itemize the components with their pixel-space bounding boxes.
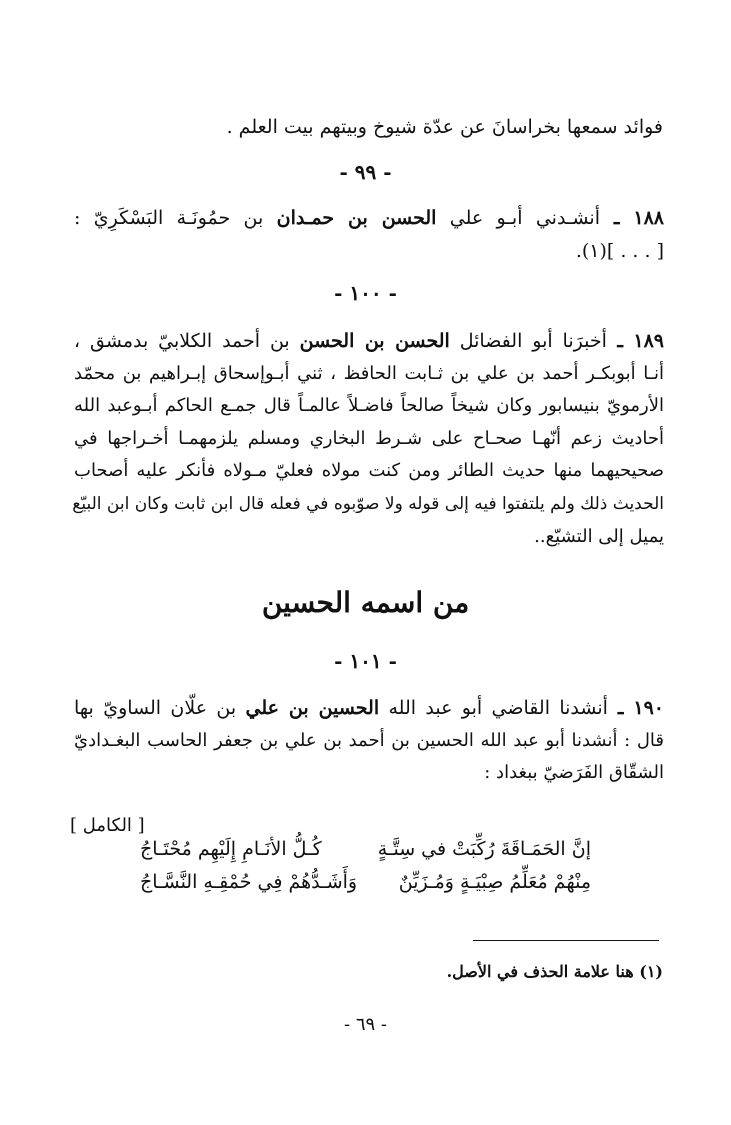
- narrator-name: الحسن بن حمـدان: [276, 207, 437, 229]
- entry-number: ١٨٩ ـ: [606, 330, 664, 352]
- poem-verse: [140, 838, 591, 868]
- entry-text: بن علّان الساويّ بها: [74, 697, 246, 719]
- page-number: - ٦٩ -: [344, 1014, 387, 1035]
- entry-189-line-2: أنـا أبوبكـر أحمد بن علي بن ثـابت الحافظ ، ثني أبـوإسحاق إبـراهيم بن محمّد: [74, 363, 664, 384]
- entry-number: ١٨٨ ـ: [600, 207, 665, 229]
- section-number-101: - ١٠١ -: [334, 649, 397, 673]
- entry-text: أنشدنا القاضي أبو عبد الله: [379, 697, 608, 719]
- poem-meter: [ الكامل ]: [70, 815, 145, 836]
- verse-first-hemistich: مِنْهُمْ مُعَلِّمُ صِبْيَـةٍ وَمُـزَيِّنٌ: [398, 871, 591, 893]
- footnote: (١) هنا علامة الحذف في الأصل.: [446, 962, 663, 981]
- entry-text: أخبرَنا أبو الفضائل: [449, 330, 607, 352]
- verse-second-hemistich: وَأَشَـدُّهُمْ فِي حُمْقِـهِ النَّسَّـاجُ: [140, 871, 358, 893]
- entry-190-line-2: قال : أنشدنا أبو عبد الله الحسين بن أحمد بن علي بن جعفر الحاسب البغـداديّ: [74, 730, 664, 751]
- entry-188-line-1: [74, 203, 664, 233]
- entry-190-line-1: [74, 693, 664, 723]
- chapter-heading: من اسمه الحسين: [261, 586, 470, 619]
- entry-189-line-6: الحديث ذلك ولم يلتفتوا فيه إلى قوله ولا صوّبوه في فعله قال ابن ثابت وكان ابن البيّع: [72, 494, 664, 514]
- entry-text: أنشـدني أبـو علي: [436, 207, 601, 229]
- verse-first-hemistich: إنَّ الحَمَـاقَةَ رُكِّبَتْ في سِتَّـةٍ: [377, 838, 591, 860]
- entry-190-line-3: الشقّاق الفَرَضيّ ببغداد :: [484, 762, 664, 783]
- poem-verse: [140, 871, 591, 901]
- section-number-99: - ٩٩ -: [339, 160, 392, 184]
- entry-189-line-3: الأرمويّ بنيسابور وكان شيخاً صالحاً فاضـلاً عالمـاً قال جمـع الحاكم أبـوعبد الله: [74, 395, 664, 416]
- entry-189-line-5: صحيحيهما منها حديث الطائر ومن كنت مولاه فعليّ مـولاه فأنكر عليه أصحاب: [74, 460, 664, 481]
- entry-188-line-2: [ . . . ](١).: [575, 240, 664, 262]
- entry-text: بن حمُونَـة البَسْكَرِيّ :: [74, 207, 277, 229]
- entry-189-line-7: يميل إلى التشيّع..: [534, 526, 664, 547]
- section-number-100: - ١٠٠ -: [334, 281, 397, 305]
- entry-189-line-4: أحاديث زعم أنّهـا صحـاح على شـرط البخاري ومسلم يلزمهمـا أخـراجها في: [74, 428, 664, 449]
- verse-second-hemistich: كُـلُّ الأنَـامِ إِلَيْهِم مُحْتَـاجُ: [140, 838, 322, 860]
- narrator-name: الحسين بن علي: [245, 697, 380, 719]
- entry-189-line-1: [74, 326, 664, 356]
- footnote-separator: [473, 940, 659, 941]
- entry-number: ١٩٠ ـ: [607, 697, 664, 719]
- continuation-line: فوائد سمعها بخراسانَ عن عدّة شيوخ وبيتهم بيت العلم .: [226, 116, 663, 138]
- entry-text: بن أحمد الكلابيّ بدمشق ،: [74, 330, 300, 352]
- narrator-name: الحسن بن الحسن: [299, 330, 450, 352]
